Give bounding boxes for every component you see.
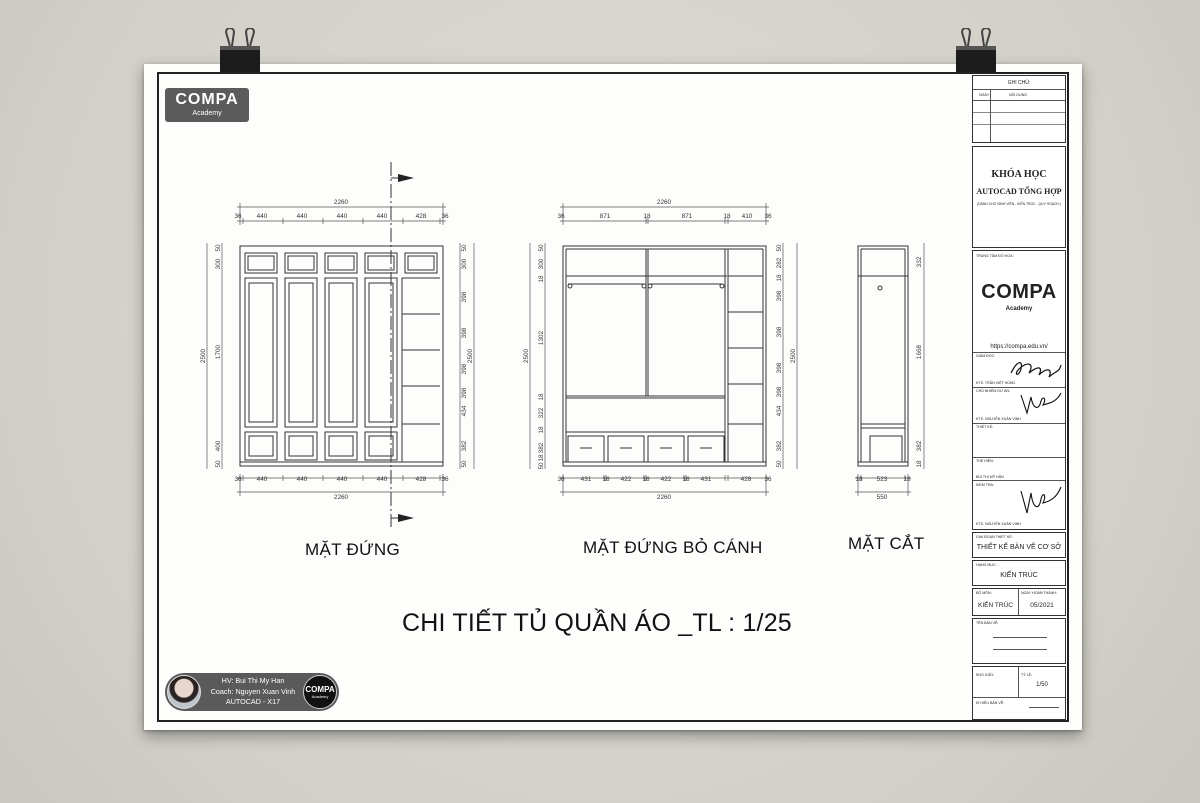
coach-name: Coach: Nguyen Xuan Vinh (210, 686, 296, 696)
dim-label: 18 (538, 275, 545, 283)
dim-label: 50 (538, 462, 545, 470)
dim-label: 398 (461, 291, 468, 303)
dim-nodoor-total-top: 2260 (656, 199, 672, 206)
dim-label: 332 (916, 256, 923, 268)
sheet-name-label: TÊN BẢN VẼ: (976, 621, 999, 625)
no-door-elevation (563, 246, 766, 466)
notes-header: GHI CHÚ: (1007, 80, 1031, 86)
title-block-signatures (972, 250, 1066, 530)
dim-label: 50 (461, 460, 468, 468)
dim-label: 398 (776, 386, 783, 398)
student-avatar (167, 675, 201, 709)
dept-value: KIẾN TRÚC (978, 602, 1013, 609)
chief-label: CHỦ NHIỆM DỰ ÁN: (976, 389, 1011, 393)
dim-label: 871 (681, 213, 693, 220)
paper-label: KHỔ GIẤY: (976, 673, 995, 677)
dim-label: 322 (538, 407, 545, 419)
dim-label: 18 (916, 460, 923, 468)
draw-name: BÙI THỊ MỸ HÂN (976, 475, 1004, 479)
logo-brand: COMPA (175, 91, 239, 108)
dim-label: 398 (776, 362, 783, 374)
dim-label: 36 (234, 213, 242, 220)
dim-front-height: 2500 (200, 348, 207, 364)
dim-nodoor-total-bottom: 2260 (656, 494, 672, 501)
course-code: AUTOCAD - X17 (225, 697, 281, 706)
dim-label: 36 (441, 476, 449, 483)
dim-label: 36 (557, 476, 565, 483)
dim-label: 36 (557, 213, 565, 220)
dim-label: 431 (580, 476, 592, 483)
course-line1: KHÓA HỌC (991, 169, 1047, 180)
cut-arrow-top-icon (398, 174, 414, 182)
checker-signature-icon (1017, 483, 1063, 519)
date-value: 05/2021 (1030, 602, 1054, 609)
compa-badge-icon (303, 675, 337, 709)
dim-front-height-right: 2500 (467, 348, 474, 364)
item-value: KIẾN TRÚC (1000, 572, 1038, 579)
dim-label: 382 (776, 440, 783, 452)
center-brand: COMPA (981, 281, 1057, 303)
draw-label: THỂ HIỆN: (976, 459, 994, 463)
dim-label: 440 (336, 213, 348, 220)
check-name: KTS. NGUYỄN XUÂN VINH (976, 522, 1021, 526)
dim-label: 300 (538, 258, 545, 270)
dim-label: 398 (461, 363, 468, 375)
director-label: GIÁM ĐỐC: (976, 354, 996, 358)
dim-label: 18 (602, 476, 610, 483)
sheet-no-label: KÍ HIỆU BẢN VẼ: (976, 701, 1005, 705)
view-title-no-doors: MẶT ĐỨNG BỎ CÁNH (583, 538, 763, 557)
dim-label: 434 (461, 405, 468, 417)
cut-arrow-bottom-icon (398, 514, 414, 522)
dim-label: 18 (682, 476, 690, 483)
dim-label: 422 (620, 476, 632, 483)
dim-label: 422 (660, 476, 672, 483)
title-block-course (972, 146, 1066, 248)
student-badge (165, 673, 339, 711)
dim-label: 36 (234, 476, 242, 483)
dim-label: 36 (764, 476, 772, 483)
dim-label: 18 (642, 476, 650, 483)
dim-label: 871 (599, 213, 611, 220)
title-block-paper-scale (972, 666, 1066, 720)
dim-label: 1668 (916, 344, 923, 360)
view-title-section: MẶT CẮT (848, 534, 925, 553)
drawing-main-title: CHI TIẾT TỦ QUẦN ÁO _TL : 1/25 (402, 609, 792, 637)
dim-label: 50 (215, 244, 222, 252)
director-signature-icon (1009, 355, 1063, 381)
dim-label: 50 (776, 244, 783, 252)
dim-label: 18 (643, 213, 651, 220)
notes-col-date: NGÀY (979, 93, 990, 97)
logo-sub: Academy (192, 110, 222, 117)
dim-label: 50 (215, 460, 222, 468)
dim-label: 440 (376, 476, 388, 483)
dim-label: 440 (256, 476, 268, 483)
scale-label: TỶ LỆ: (1021, 673, 1032, 677)
dim-label: 440 (336, 476, 348, 483)
dim-label: 50 (776, 460, 783, 468)
dim-label: 300 (215, 258, 222, 270)
scale-value: 1/50 (1036, 682, 1048, 688)
section-view (858, 246, 908, 466)
dim-label: 440 (256, 213, 268, 220)
title-block-notes (972, 75, 1066, 143)
title-block-sheet-name (972, 618, 1066, 664)
check-label: KIỂM TRA: (976, 483, 994, 487)
course-line2: AUTOCAD TỔNG HỢP (976, 187, 1062, 196)
badge-brand: COMPA (305, 685, 335, 694)
course-line3: (DÀNH CHO SINH VIÊN - KIẾN TRÚC - QUY HOẠCH ) (977, 202, 1061, 206)
dim-label: 523 (876, 476, 888, 483)
dim-front-total-top: 2260 (333, 199, 349, 206)
dim-label: 398 (776, 290, 783, 302)
dim-label: 18 (855, 476, 863, 483)
dim-label: 398 (776, 326, 783, 338)
dim-label: 18 (538, 454, 545, 462)
dim-label: 440 (296, 213, 308, 220)
dim-nodoor-height: 2500 (523, 348, 530, 364)
director-name: KTS. TRẦN VIỆT HÙNG (976, 381, 1016, 385)
dim-label: 400 (215, 440, 222, 452)
dim-label: 428 (415, 476, 427, 483)
dim-label: 428 (415, 213, 427, 220)
dim-label: 434 (776, 405, 783, 417)
center-url[interactable]: https://compa.edu.vn/ (990, 344, 1048, 350)
item-label: HẠNG MỤC: (976, 563, 997, 567)
chief-signature-icon (1017, 389, 1063, 419)
dim-label: 18 (776, 274, 783, 282)
dim-label: 398 (461, 387, 468, 399)
dim-front-total-bottom: 2260 (333, 494, 349, 501)
title-block-item (972, 560, 1066, 586)
dim-nodoor-height-right: 2500 (790, 348, 797, 364)
dim-label: 50 (538, 244, 545, 252)
dim-label: 382 (916, 440, 923, 452)
front-elevation (240, 246, 443, 466)
design-label: THIẾT KẾ: (976, 425, 994, 429)
dim-label: 440 (296, 476, 308, 483)
title-block-dept-date (972, 588, 1066, 616)
dim-label: 36 (764, 213, 772, 220)
dim-label: 1700 (215, 344, 222, 360)
dim-label: 382 (538, 442, 545, 454)
student-name: HV: Bui Thi My Han (221, 676, 285, 685)
dim-label: 382 (461, 440, 468, 452)
dimension-ticks (240, 203, 908, 496)
notes-col-content: NỘI DUNG (1009, 93, 1027, 97)
dim-label: 300 (461, 258, 468, 270)
dept-label: BỘ MÔN: (976, 591, 992, 595)
dim-label: 440 (376, 213, 388, 220)
dim-label: 18 (903, 476, 911, 483)
center-label: TRUNG TÂM ĐỒ HỌA: (976, 254, 1014, 258)
dim-label: 18 (723, 213, 731, 220)
center-sub: Academy (1005, 306, 1033, 312)
dim-label: 18 (538, 393, 545, 401)
dim-label: 1302 (538, 330, 545, 346)
dim-label: 18 (538, 426, 545, 434)
phase-label: GIAI ĐOẠN THIẾT KẾ: (976, 535, 1013, 539)
badge-sub: Academy (311, 694, 329, 699)
dim-label: 36 (441, 213, 449, 220)
date-label: NGÀY HOÀN THÀNH: (1021, 591, 1057, 595)
dim-label: 431 (700, 476, 712, 483)
dim-label: 282 (776, 257, 783, 269)
dim-label: 428 (740, 476, 752, 483)
dim-label: 410 (741, 213, 753, 220)
chief-name: KTS. NGUYỄN XUÂN VINH (976, 417, 1021, 421)
dim-label: 398 (461, 327, 468, 339)
dim-section-width: 550 (876, 494, 888, 501)
view-title-front: MẶT ĐỨNG (305, 540, 400, 559)
phase-value: THIẾT KẾ BẢN VẼ CƠ SỞ (976, 544, 1062, 551)
title-block-phase (972, 532, 1066, 558)
dim-label: 50 (461, 244, 468, 252)
